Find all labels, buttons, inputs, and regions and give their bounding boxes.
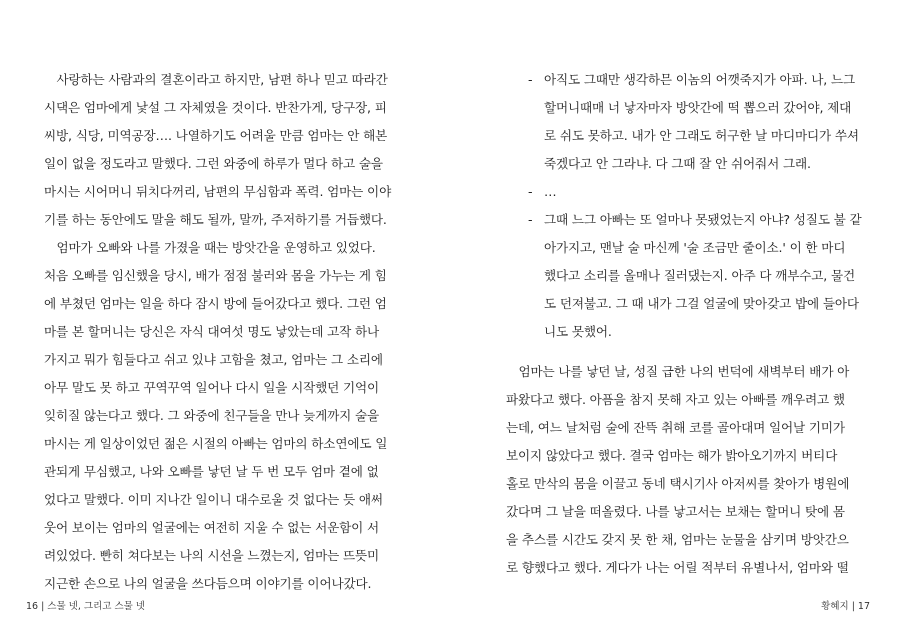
text-line: 일이 없을 정도라고 말했다. 그런 와중에 하루가 멀다 하고 술을 — [44, 156, 383, 171]
text-line: 잊히질 않는다고 했다. 그 와중에 친구들을 만나 늦게까지 술을 — [44, 408, 380, 423]
dialog-text: … — [544, 184, 557, 199]
text-line: 보이지 않았다고 했다. 결국 엄마는 해가 밝아오기까지 버티다 — [506, 448, 838, 463]
text-line: 마를 본 할머니는 당신은 자식 대여섯 명도 낳았는데 고작 하나 — [44, 324, 380, 339]
text-line: 지근한 손으로 나의 얼굴을 쓰다듬으며 이야기를 이어나갔다. — [44, 576, 372, 591]
text-line: 마시는 시어머니 뒤치다꺼리, 남편의 무심함과 폭력. 엄마는 이야 — [44, 184, 392, 199]
dialog-line: 아가지고, 맨날 술 마신께 '술 조금만 줄이소.' 이 한 마디 — [544, 240, 846, 255]
dialog-line — [528, 66, 862, 94]
text-line: 시댁은 엄마에게 낯설 그 자체였을 것이다. 반찬가게, 당구장, 피 — [44, 100, 387, 115]
right-page-text — [506, 358, 849, 582]
right-page — [450, 0, 900, 640]
right-page-footer — [821, 598, 870, 612]
text-line: 로 향했다고 했다. 게다가 나는 어릴 적부터 유별나서, 엄마와 떨 — [506, 560, 849, 575]
text-line: 을 추스를 시간도 갖지 못 한 채, 엄마는 눈물을 삼키며 방앗간으 — [506, 532, 849, 547]
dialog-dash: - — [528, 72, 533, 87]
text-line: 는데, 여느 날처럼 술에 잔뜩 취해 코를 골아대며 일어날 기미가 — [506, 420, 845, 435]
text-line: 관되게 무심했고, 나와 오빠를 낳던 날 두 번 모두 엄마 곁에 없 — [44, 464, 379, 479]
text-line: 에 부쳤던 엄마는 일을 하다 잠시 방에 들어갔다고 했다. 그런 엄 — [44, 296, 387, 311]
dialog-line: 했다고 소리를 올매나 질러댔는지. 아주 다 깨부수고, 물건 — [544, 268, 856, 283]
text-line: 려있었다. 빤히 쳐다보는 나의 시선을 느꼈는지, 엄마는 뜨뜻미 — [44, 548, 380, 563]
dialog-line: 도 던져불고. 그 때 내가 그걸 얼굴에 맞아갖고 밥에 들아다 — [544, 296, 859, 311]
left-page-footer — [26, 598, 145, 612]
page-number: 17 — [857, 601, 870, 612]
dialog-text: 그때 느그 아빠는 또 얼마나 못됐었는지 아냐? 성질도 불 같 — [544, 212, 862, 227]
text-line: 아무 말도 못 하고 꾸역꾸역 일어나 다시 일을 시작했던 기억이 — [44, 380, 380, 395]
text-line: 가지고 뭐가 힘들다고 쉬고 있냐 고함을 쳤고, 엄마는 그 소리에 — [44, 352, 383, 367]
dialog-dash: - — [528, 184, 533, 199]
text-line: 기를 하는 동안에도 말을 해도 될까, 말까, 주저하기를 거듭했다. — [44, 212, 387, 227]
dialog-line: 니도 못했어. — [544, 324, 612, 339]
dialog-line: 로 쉬도 못하고. 내가 안 그래도 허구한 날 마디마디가 쑤셔 — [544, 128, 859, 143]
text-line: 처음 오빠를 임신했을 당시, 배가 점점 불러와 몸을 가누는 게 힘 — [44, 268, 387, 283]
dialog-line: 할머니때매 너 낳자마자 방앗간에 떡 뽑으러 갔어야, 제대 — [544, 100, 852, 115]
dialog-line: 죽겠다고 안 그라냐. 다 그때 잘 안 쉬어줘서 그래. — [544, 156, 811, 171]
footer-separator: | — [851, 601, 855, 612]
text-line: 파왔다고 했다. 아픔을 참지 못해 자고 있는 아빠를 깨우려고 했 — [506, 392, 845, 407]
text-line: 엄마는 나를 낳던 날, 성질 급한 나의 번덕에 새벽부터 배가 아 — [506, 364, 850, 379]
dialog-text: 아직도 그때만 생각하믄 이놈의 어깻죽지가 아파. 나, 느그 — [544, 72, 856, 87]
dialog-line — [528, 178, 862, 206]
dialog-block — [528, 66, 862, 346]
text-line: 씨방, 식당, 미역공장…. 나열하기도 어려울 만큼 엄마는 안 해본 — [44, 128, 388, 143]
footer-separator: | — [41, 601, 45, 612]
text-line: 웃어 보이는 엄마의 얼굴에는 여전히 지울 수 없는 서운함이 서 — [44, 520, 380, 535]
text-line: 홀로 만삭의 몸을 이끌고 동네 택시기사 아저씨를 찾아가 병원에 — [506, 476, 850, 491]
left-page-text — [44, 66, 391, 598]
text-line: 마시는 게 일상이었던 젊은 시절의 아빠는 엄마의 하소연에도 일 — [44, 436, 388, 451]
dialog-line — [528, 206, 862, 234]
page-number: 16 — [26, 601, 39, 612]
text-line: 엄마가 오빠와 나를 가졌을 때는 방앗간을 운영하고 있었다. — [44, 240, 376, 255]
dialog-dash: - — [528, 212, 533, 227]
author-name: 황혜지 — [821, 601, 849, 612]
text-line: 었다고 말했다. 이미 지나간 일이니 대수로울 것 없다는 듯 애써 — [44, 492, 383, 507]
text-line: 갔다며 그 날을 떠올렸다. 나를 낳고서는 보채는 할머니 탓에 몸 — [506, 504, 845, 519]
text-line: 사랑하는 사람과의 결혼이라고 하지만, 남편 하나 믿고 따라간 — [44, 72, 388, 87]
book-title: 스물 넷, 그리고 스물 넷 — [47, 601, 145, 612]
